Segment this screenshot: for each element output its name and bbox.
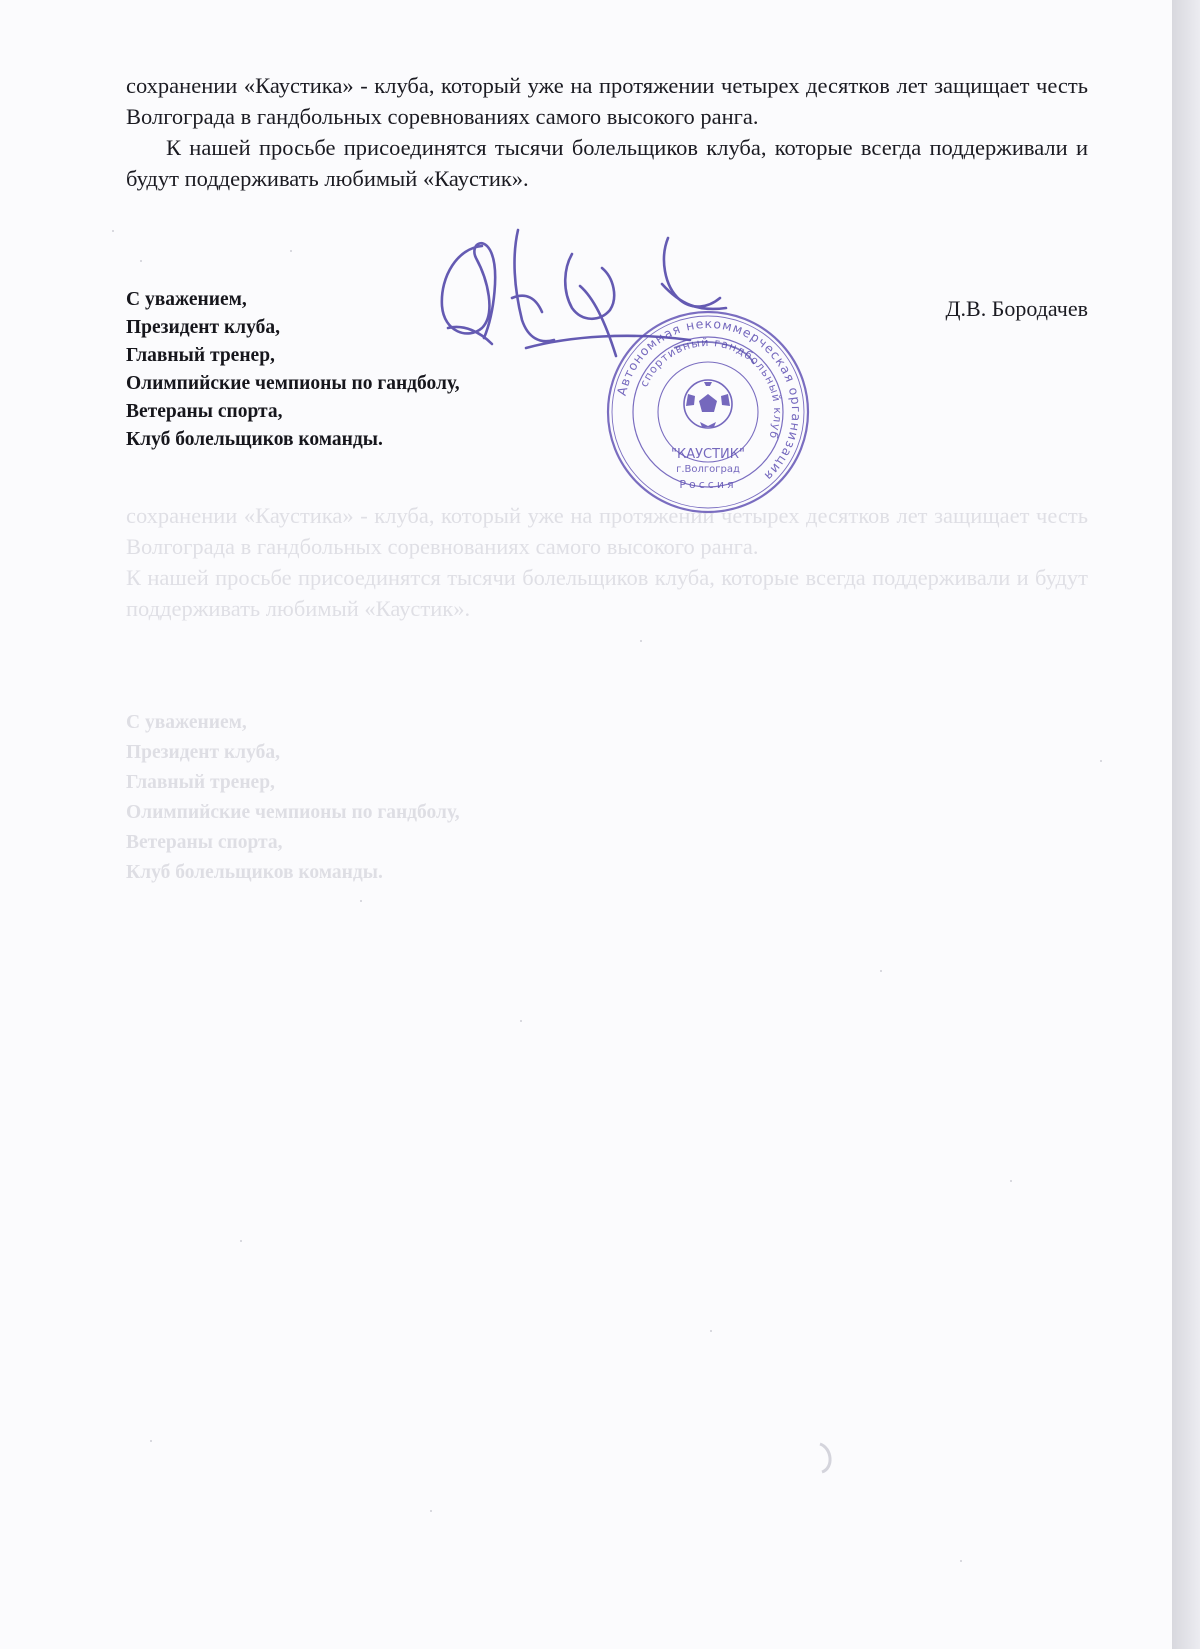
closing-block <box>126 286 460 454</box>
scan-speck <box>520 1020 522 1022</box>
scan-speck <box>640 640 642 642</box>
closing-line-4: Олимпийские чемпионы по гандболу, <box>126 373 460 394</box>
stamp-city: г.Волгоград <box>676 464 740 475</box>
bleed-closing-1: С уважением, <box>126 712 247 733</box>
closing-line-6: Клуб болельщиков команды. <box>126 429 383 450</box>
closing-line-1: С уважением, <box>126 289 247 310</box>
scan-speck <box>150 1440 152 1442</box>
scan-speck <box>880 970 882 972</box>
closing-line-2: Президент клуба, <box>126 317 280 338</box>
bleed-paragraph-1: сохранении «Каустика» - клуба, который уже на протяжении четырех десятков лет защищает честь Волгограда в гандбольных соревнованиях самого высокого ранга. <box>126 503 1088 559</box>
letter-body <box>126 70 1088 194</box>
bleed-closing-2: Президент клуба, <box>126 742 280 763</box>
scan-speck <box>1010 1180 1012 1182</box>
scan-speck <box>290 250 292 252</box>
stamp-country: Россия <box>679 478 737 491</box>
scan-speck <box>1100 760 1102 762</box>
scanner-edge <box>1172 0 1200 1649</box>
scan-speck <box>140 260 142 262</box>
scan-speck <box>360 900 362 902</box>
scan-speck <box>960 1560 962 1562</box>
scan-speck <box>710 1330 712 1332</box>
letter-paragraph-2: К нашей просьбе присоединятся тысячи болельщиков клуба, которые всегда поддерживали и будут поддерживать любимый «Каустик». <box>126 135 1088 191</box>
show-through-text <box>126 500 1088 624</box>
letter-paragraph-1: сохранении «Каустика» - клуба, который уже на протяжении четырех десятков лет защищает честь Волгограда в гандбольных соревнованиях самого высокого ранга. <box>126 73 1088 129</box>
scan-speck <box>240 1240 242 1242</box>
stamp-inner-text: спортивный гандбольный клуб <box>637 335 785 442</box>
closing-line-3: Главный тренер, <box>126 345 275 366</box>
signer-name: Д.В. Бородачев <box>945 296 1088 321</box>
organization-stamp <box>604 308 812 516</box>
bleed-closing-6: Клуб болельщиков команды. <box>126 862 383 883</box>
faint-pen-mark <box>814 1438 840 1478</box>
show-through-closing <box>126 708 460 888</box>
ball-icon <box>684 380 732 428</box>
scan-speck <box>430 1510 432 1512</box>
stamp-outer-text: Автономная некоммерческая организация <box>613 315 805 485</box>
bleed-closing-4: Олимпийские чемпионы по гандболу, <box>126 802 460 823</box>
closing-line-5: Ветераны спорта, <box>126 401 283 422</box>
scan-speck <box>112 230 114 232</box>
bleed-closing-5: Ветераны спорта, <box>126 832 283 853</box>
bleed-paragraph-2: К нашей просьбе присоединятся тысячи болельщиков клуба, которые всегда поддерживали и будут поддерживать любимый «Каустик». <box>126 565 1088 621</box>
stamp-club-name: "КАУСТИК" <box>671 447 745 462</box>
bleed-closing-3: Главный тренер, <box>126 772 275 793</box>
